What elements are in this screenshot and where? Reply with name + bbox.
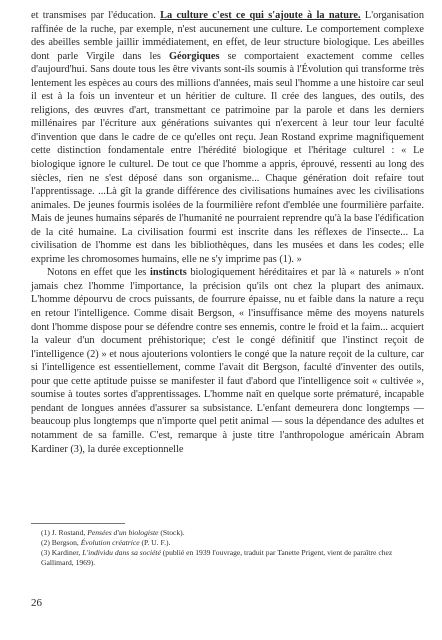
footnotes [31, 528, 424, 568]
paragraph-1: et transmises par l'éducation. La culture c'est ce qui s'ajoute à la nature. L'organisation raffinée de la ruche, par exemple, n'est aucunement une culture. Le comportement complexe des abeilles semble jaillir immédiatement, en effet, de leur structure biologique. Les abeilles dont parle Virgile dans les Géorgiques se comportaient exactement comme celles d'aujourd'hui. Sans doute tous les être vivants sont-ils soumis à l'Évolution qui transforme très lentement les espèces au cours des millions d'années, mais seul l'homme a une histoire car seul il est à la fois un inventeur et un héritier de culture. Il crée des langues, des outils, des religions, des œuvres d'art, transmettant ce patrimoine par la parole et dans les derniers millénaires par l'écriture aux générations suivantes qui n'exercent à leur tour leur faculté d'invention que dans le cadre de ce qu'elles ont reçu. Jean Rostand exprime magnifiquement cette distinction fondamentale entre l'hérédité biologique et l'héritage culturel : « Le biologique ignore le culturel. De tout ce que l'homme a appris, éprouvé, ressenti au long des siècles, rien ne s'est déposé dans son organisme... Chaque génération doit refaire tout l'apprentissage. ...Là gît la grande différence des civilisations humaines avec les civilisations animales. De jeunes fourmis isolées de la fourmilière refont d'emblée une fourmilière parfaite. Mais de jeunes humains séparés de l'humanité ne pourraient reprendre qu'à la base l'édification de la cité humaine. La civilisation fourmi est inscrite dans les réflexes de l'insecte... La civilisation de l'homme est dans les bibliothèques, dans les musées et dans les codes; elle exprime les chromosomes humains, elle ne s'y imprime pas (1). » [31, 10, 425, 265]
emphasis: Évolution créatrice [80, 537, 140, 547]
emphasis: instincts [149, 267, 187, 279]
footnote-separator [31, 523, 125, 524]
footnote-2: (2) Bergson, Évolution créatrice (P. U. F.). [41, 537, 171, 547]
footnote-3: (3) Kardiner, L'individu dans sa société (publié en 1939 l'ouvrage, traduit par Tanette Prigent, vient de paraître chez Gallimard, 1969). [41, 547, 393, 567]
footnote-1: (1) J. Rostand, Pensées d'un biologiste (Stock). [41, 528, 185, 537]
emphasis: Géorgiques [168, 50, 220, 62]
paragraph-2: Notons en effet que les instincts biologiquement héréditaires et par là « naturels » n'ont jamais chez l'homme l'importance, la précision qu'ils ont chez la plupart des animaux. L'homme dépourvu de crocs puissants, de fourrure épaisse, nu et faible dans la nature a reçu en retour l'intelligence. Comme disait Bergson, « l'insuffisance même des moyens naturels dont l'homme dispose pour se défendre contre ses ennemis, contre le froid et la faim... acquiert la valeur d'un document préhistorique; c'est le congé définitif que l'instinct reçoit de l'intelligence (2) » et nous ajouterions volontiers le congé que la nature reçoit de la culture, car si l'intelligence est essentiellement, comme l'avait dit Bergson, faculté d'inventer des outils, pour que cette aptitude puisse se manifester il faut d'abord que l'intelligence soit « cultivée », soumise à toutes sortes d'apprentissages. L'homme naît en quelque sorte prématuré, incapable pendant de longues années d'assurer sa subsistance. L'enfant demeurera donc longtemps — beaucoup plus longtemps que n'importe quel petit animal — sous la dépendance des adultes et notamment de sa famille. C'est, remarque à juste titre l'anthropologue américain Abram Kardiner (3), la durée exceptionnelle [31, 267, 425, 455]
main-text [31, 9, 424, 456]
emphasis: Pensées d'un biologiste [87, 528, 159, 537]
page-number: 26 [31, 597, 42, 609]
emphasis: La culture c'est ce qui s'ajoute à la nature. [160, 10, 361, 21]
emphasis: L'individu dans sa société [82, 547, 161, 557]
